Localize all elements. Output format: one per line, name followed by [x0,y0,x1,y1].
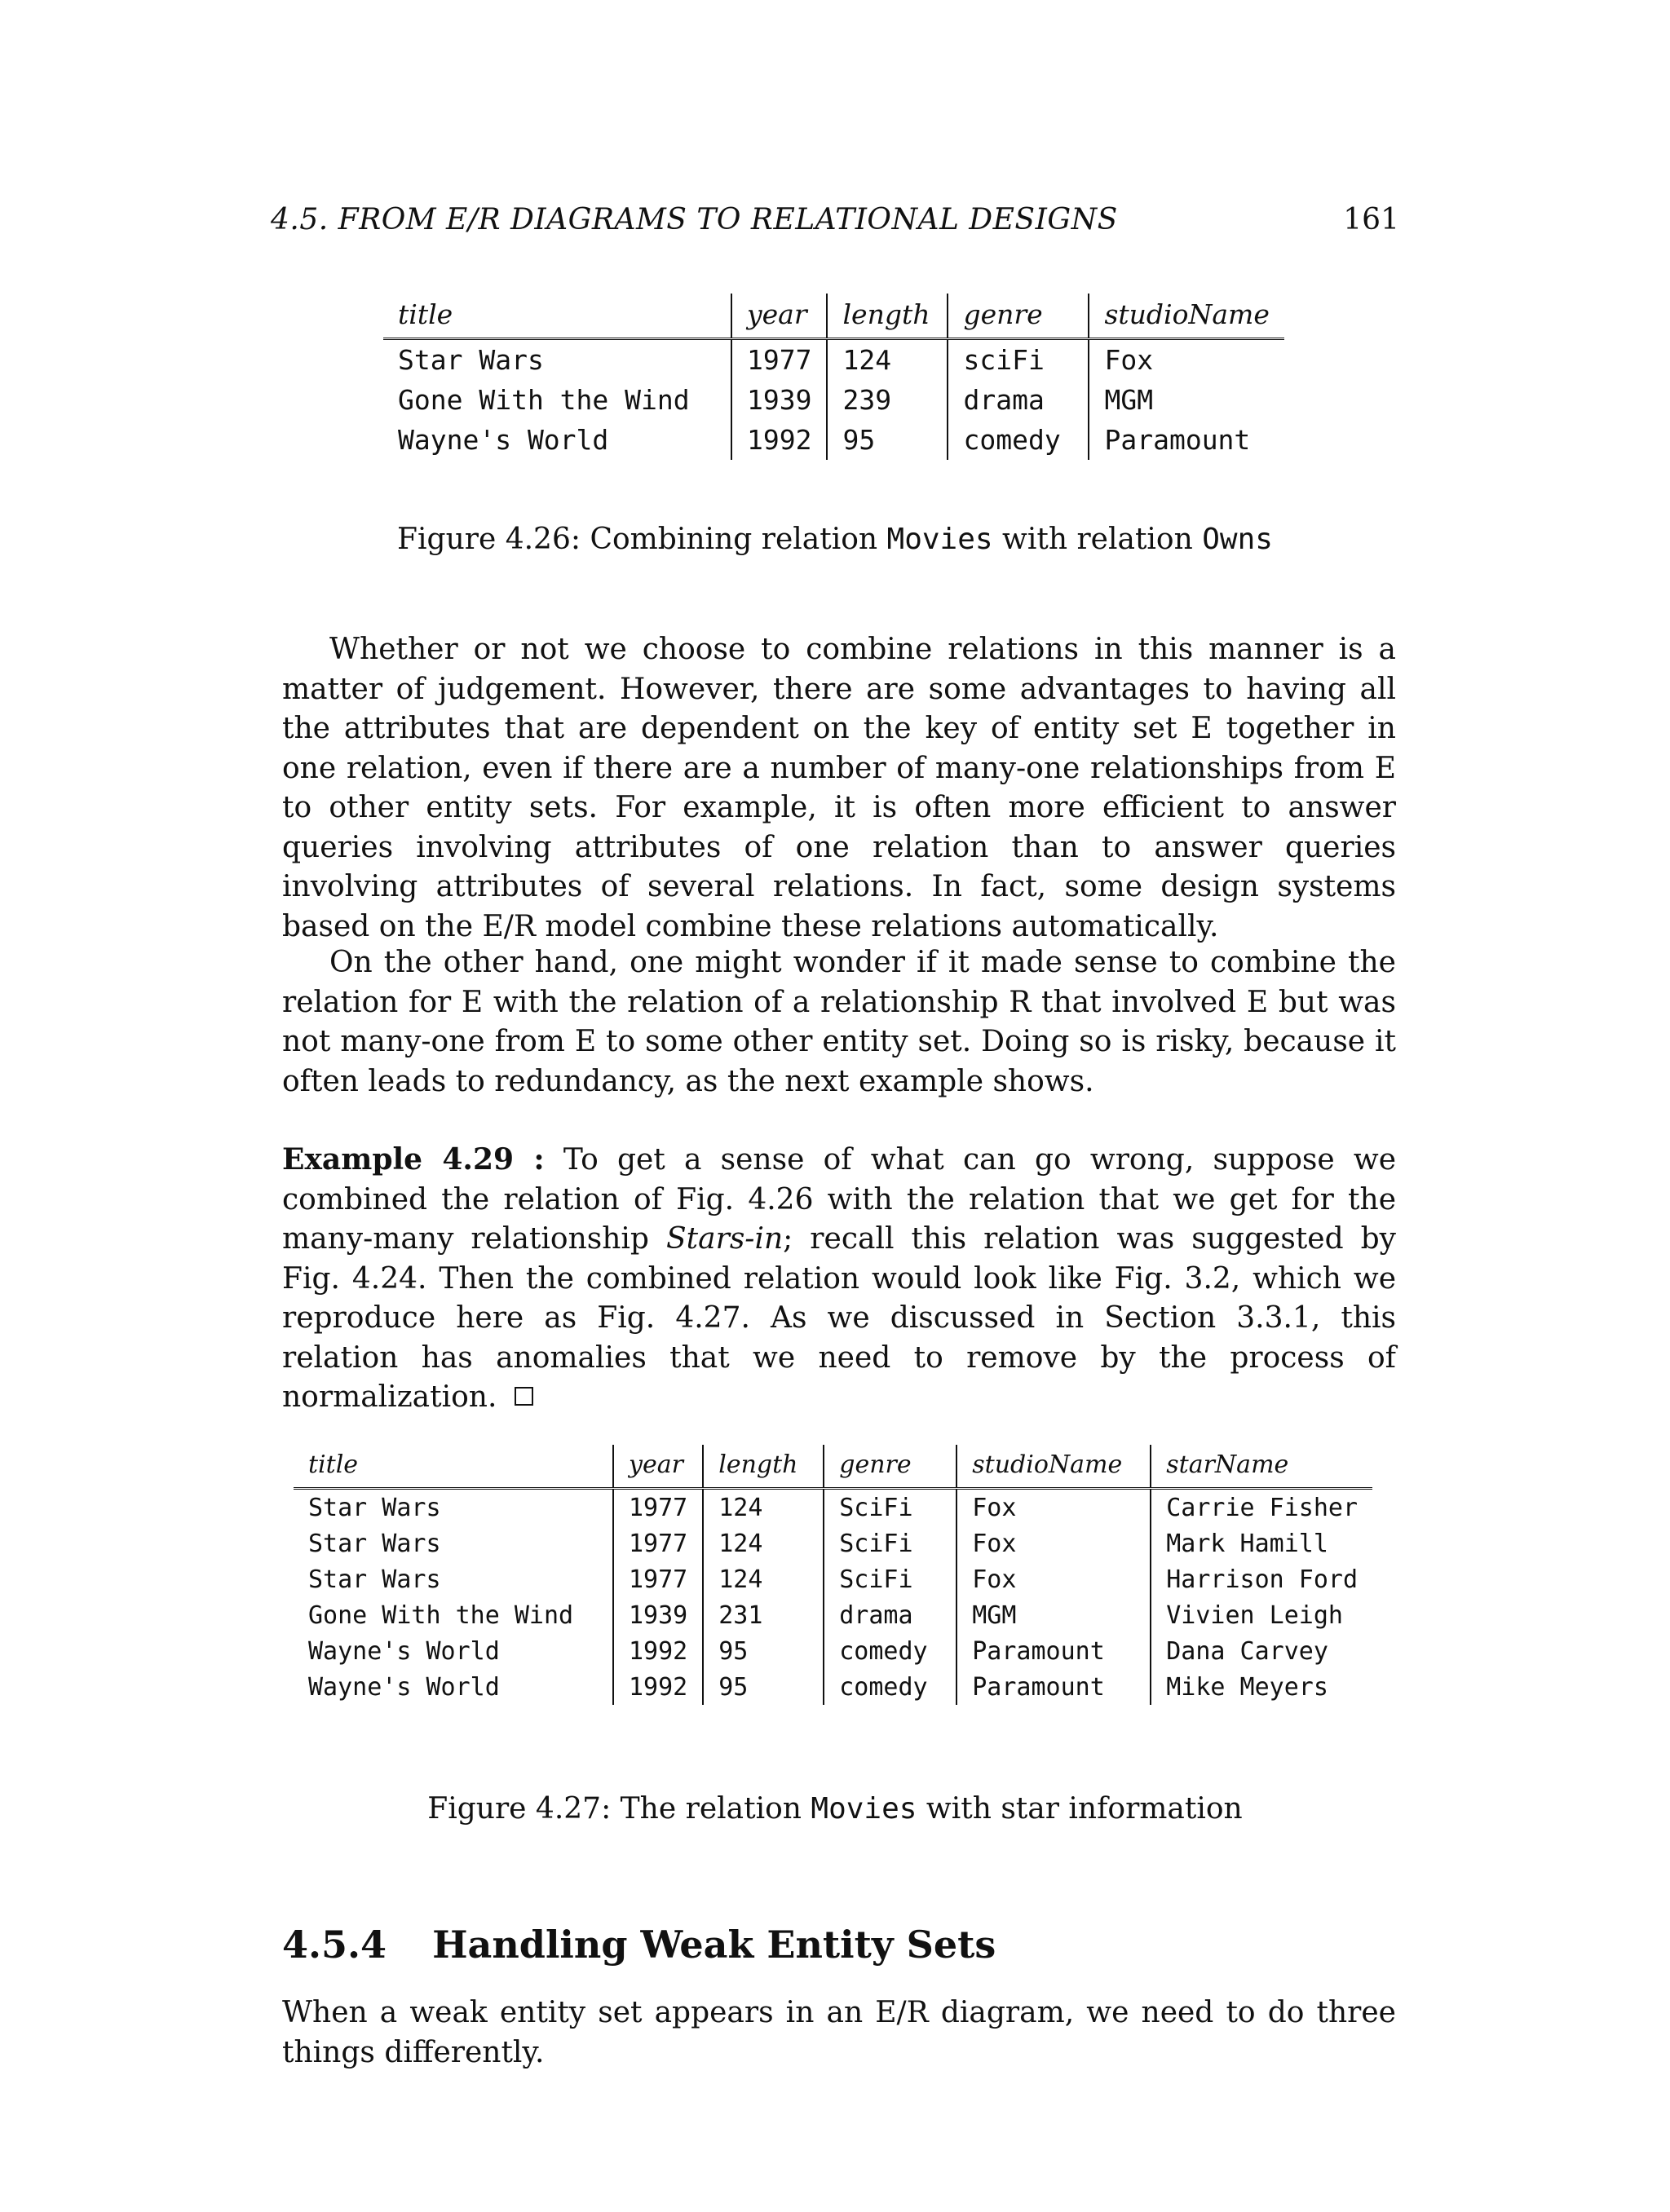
cell: 1939 [731,380,827,420]
cell: Harrison Ford [1151,1561,1372,1597]
page-number: 161 [1343,203,1399,236]
table-row [294,1561,1372,1597]
caption-text: The relation [620,1792,802,1826]
cell: Mike Meyers [1151,1669,1372,1705]
cell: 1977 [613,1561,703,1597]
cell: comedy [824,1669,956,1705]
cell: 1992 [731,420,827,460]
cell: SciFi [824,1561,956,1597]
table-row [383,339,1284,381]
column-header: genre [948,294,1089,339]
cell: Fox [1089,339,1283,381]
cell: drama [948,380,1089,420]
section-number: 4.5.4 [282,1923,387,1967]
cell: 1977 [613,1525,703,1561]
cell: comedy [824,1633,956,1669]
table-row [294,1525,1372,1561]
cell: Fox [956,1561,1151,1597]
caption-text: with star information [926,1792,1243,1826]
cell: sciFi [948,339,1089,381]
caption-code: Movies [886,523,993,556]
end-of-proof-icon [515,1387,533,1406]
page-header [271,202,1399,238]
column-header: year [731,294,827,339]
example-paragraph [282,1140,1396,1418]
cell: Wayne's World [398,424,609,456]
section-heading [282,1922,996,1967]
caption-text: with relation [1002,523,1193,556]
cell: Paramount [956,1669,1151,1705]
cell: SciFi [824,1489,956,1526]
cell: Paramount [1089,420,1283,460]
column-header: length [703,1445,824,1489]
cell: 239 [827,380,948,420]
cell: 124 [827,339,948,381]
cell: Dana Carvey [1151,1633,1372,1669]
cell: Star Wars [308,1529,441,1558]
figure-label: Figure 4.27: [427,1792,612,1826]
cell: Fox [956,1489,1151,1526]
table-header-row [294,1445,1372,1489]
cell: 231 [703,1597,824,1633]
column-header: studioName [956,1445,1151,1489]
cell: 124 [703,1561,824,1597]
cell: Mark Hamill [1151,1525,1372,1561]
column-header: genre [824,1445,956,1489]
section-title: Handling Weak Entity Sets [432,1923,996,1967]
figure-caption [0,1791,1670,1827]
cell: 95 [827,420,948,460]
cell: 1939 [613,1597,703,1633]
caption-text: Combining relation [590,523,878,556]
table-row [294,1489,1372,1526]
column-header: length [827,294,948,339]
column-header: title [294,1445,613,1489]
cell: Vivien Leigh [1151,1597,1372,1633]
cell: SciFi [824,1525,956,1561]
figure-caption [0,522,1670,558]
running-title: 4.5. FROM E/R DIAGRAMS TO RELATIONAL DESIGNS [271,203,1118,236]
cell: 124 [703,1525,824,1561]
cell: 124 [703,1489,824,1526]
cell: 1992 [613,1633,703,1669]
cell: Star Wars [398,344,544,376]
movies-stars-table [294,1445,1372,1705]
cell: 1977 [613,1489,703,1526]
column-header: title [383,294,731,339]
table-row [294,1597,1372,1633]
cell: 1992 [613,1669,703,1705]
cell: Wayne's World [308,1636,500,1666]
column-header: starName [1151,1445,1372,1489]
cell: 95 [703,1633,824,1669]
figure-label: Figure 4.26: [397,523,581,556]
example-label: Example 4.29 : [282,1142,545,1177]
cell: Paramount [956,1633,1151,1669]
cell: Star Wars [308,1565,441,1594]
cell: Gone With the Wind [398,384,690,416]
cell: Star Wars [308,1493,441,1522]
example-text: To get a sense of what can go wrong, suppose we combined the relation of Fig. 4.26 with the relation that we get for the many-many relationship [282,1143,1397,1256]
cell: Gone With the Wind [308,1600,574,1630]
cell: MGM [956,1597,1151,1633]
table-row [294,1669,1372,1705]
cell: comedy [948,420,1089,460]
cell: drama [824,1597,956,1633]
caption-code: Owns [1202,523,1273,556]
body-paragraph: When a weak entity set appears in an E/R diagram, we need to do three things differently. [282,1996,1396,2069]
table-row [383,380,1284,420]
body-paragraph: Whether or not we choose to combine relations in this manner is a matter of judgement. However, there are some advantages to having all the attributes that are dependent on the key of entity set E together in one relation, even if there are a number of many-one relationships from E to other entity sets. For example, it is often more efficient to answer queries involving attributes of one relation than to answer queries involving attributes of several relations. In fact, some design systems based on the E/R model combine these relations automatically. [282,633,1396,943]
example-relationship-name: Stars-in [666,1222,784,1256]
cell: MGM [1089,380,1283,420]
table-header-row [383,294,1284,339]
caption-code: Movies [811,1792,917,1826]
body-paragraph: On the other hand, one might wonder if it made sense to combine the relation for E with the relation of a relationship R that involved E but was not many-one from E to some other entity set. Doing so is risky, because it often leads to redundancy, as the next example shows. [282,946,1396,1098]
cell: Carrie Fisher [1151,1489,1372,1526]
example-text: ; recall this relation was suggested by Fig. 4.24. Then the combined relation would look like Fig. 3.2, which we reproduce here as Fig. 4.27. As we discussed in Section 3.3.1, this relation has anomalies that we need to remove by the process of normalization. [282,1222,1397,1414]
table-row [383,420,1284,460]
column-header: year [613,1445,703,1489]
cell: Fox [956,1525,1151,1561]
cell: 1977 [731,339,827,381]
table-row [294,1633,1372,1669]
column-header: studioName [1089,294,1283,339]
cell: 95 [703,1669,824,1705]
cell: Wayne's World [308,1672,500,1702]
movies-owns-table [383,294,1284,460]
